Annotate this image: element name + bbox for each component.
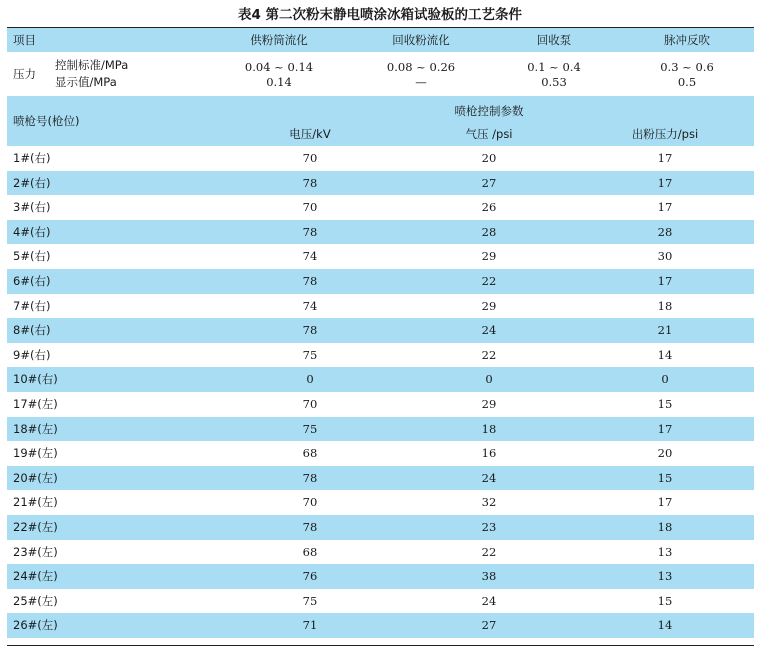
table-row (7, 441, 754, 466)
voltage-cell: 78 (302, 520, 318, 534)
header-col-recovery: 回收粉流化 (392, 33, 450, 47)
gun-header-label: 喷枪号(枪位) (13, 114, 80, 128)
voltage-cell: 75 (302, 421, 318, 436)
air-pressure-cell: 18 (481, 421, 497, 436)
table-row (7, 589, 754, 614)
powder-pressure-cell: 14 (657, 618, 673, 633)
powder-pressure-cell: 0 (661, 372, 669, 387)
header-col-pulse: 脉冲反吹 (664, 33, 710, 47)
gun-cell: 6#(右) (13, 274, 51, 288)
powder-pressure-cell: 17 (657, 151, 673, 165)
voltage-cell: 70 (302, 151, 318, 165)
gun-cell: 26#(左) (13, 618, 58, 633)
air-pressure-cell: 22 (481, 347, 497, 362)
table-row (7, 392, 754, 417)
gun-cell: 17#(左) (13, 397, 58, 411)
table-row (7, 195, 754, 220)
table-row (7, 220, 754, 245)
gun-cell: 20#(左) (13, 470, 58, 485)
powder-pressure-cell: 17 (657, 495, 673, 510)
air-pressure-cell: 38 (481, 569, 497, 584)
gun-cell: 7#(右) (13, 298, 51, 313)
air-pressure-cell: 24 (481, 323, 497, 338)
air-pressure-cell: 29 (481, 298, 497, 313)
table-row (7, 540, 754, 565)
header-row (7, 28, 754, 52)
table-row (7, 146, 754, 171)
gun-cell: 10#(右) (13, 372, 58, 387)
air-pressure-cell: 16 (481, 446, 497, 461)
gun-header-voltage: 电压/kV (289, 127, 331, 141)
air-pressure-cell: 32 (481, 495, 497, 510)
gun-cell: 8#(右) (13, 323, 51, 338)
bottom-rule (7, 645, 754, 646)
voltage-cell: 76 (302, 569, 318, 584)
voltage-cell: 75 (302, 593, 318, 608)
air-pressure-cell: 29 (481, 249, 497, 264)
voltage-cell: 78 (302, 175, 318, 190)
table-title: 表4 第二次粉末静电喷涂冰箱试验板的工艺条件 (237, 7, 523, 23)
header-col-supply: 供粉筒流化 (250, 33, 308, 47)
air-pressure-cell: 24 (481, 470, 497, 485)
gun-cell: 1#(右) (13, 151, 51, 165)
voltage-cell: 78 (302, 274, 318, 288)
gun-header-row (7, 96, 754, 146)
pressure-row (7, 52, 754, 96)
pressure-standard-pulse: 0.3 ~ 0.6 (660, 60, 714, 74)
gun-cell: 9#(右) (13, 347, 51, 362)
gun-cell: 4#(右) (13, 224, 51, 239)
pressure-standard-supply: 0.04 ~ 0.14 (244, 60, 314, 74)
voltage-cell: 78 (302, 323, 318, 338)
pressure-display-pulse: 0.5 (677, 75, 697, 89)
air-pressure-cell: 28 (481, 224, 497, 239)
air-pressure-cell: 22 (481, 274, 497, 288)
air-pressure-cell: 22 (481, 544, 497, 559)
powder-pressure-cell: 21 (657, 323, 673, 338)
voltage-cell: 70 (302, 200, 318, 215)
table-row (7, 466, 754, 491)
table-row (7, 490, 754, 515)
gun-cell: 2#(右) (13, 175, 51, 190)
gun-header-air: 气压 /psi (465, 127, 513, 141)
powder-pressure-cell: 17 (657, 421, 673, 436)
voltage-cell: 68 (302, 446, 318, 461)
powder-pressure-cell: 17 (657, 274, 673, 288)
voltage-cell: 78 (302, 224, 318, 239)
table-row (7, 515, 754, 540)
gun-cell: 21#(左) (13, 495, 58, 510)
powder-pressure-cell: 30 (657, 249, 673, 264)
gun-cell: 25#(左) (13, 593, 58, 608)
pressure-display-label: 显示值/MPa (55, 75, 117, 89)
powder-pressure-cell: 18 (657, 298, 673, 313)
pressure-standard-recovery: 0.08 ~ 0.26 (386, 60, 456, 74)
gun-cell: 22#(左) (13, 520, 58, 534)
pressure-display-pump: 0.53 (541, 75, 567, 89)
table-row (7, 367, 754, 392)
table-row (7, 564, 754, 589)
gun-cell: 5#(右) (13, 249, 51, 264)
gun-cell: 3#(右) (13, 200, 51, 215)
powder-pressure-cell: 13 (657, 569, 673, 584)
air-pressure-cell: 20 (481, 151, 497, 165)
powder-pressure-cell: 15 (657, 470, 673, 485)
table-row (7, 343, 754, 368)
table-row (7, 171, 754, 196)
gun-header-group: 喷枪控制参数 (454, 104, 524, 118)
voltage-cell: 68 (302, 544, 318, 559)
voltage-cell: 71 (302, 618, 318, 633)
pressure-standard-pump: 0.1 ~ 0.4 (527, 60, 581, 74)
voltage-cell: 75 (302, 347, 318, 362)
table-row (7, 269, 754, 294)
powder-pressure-cell: 17 (657, 200, 673, 215)
air-pressure-cell: 29 (481, 397, 497, 411)
pressure-label: 压力 (13, 67, 36, 81)
voltage-cell: 0 (306, 372, 314, 387)
powder-pressure-cell: 14 (657, 347, 673, 362)
air-pressure-cell: 0 (485, 372, 493, 387)
powder-pressure-cell: 18 (657, 520, 673, 534)
table-row (7, 318, 754, 343)
table-row (7, 417, 754, 442)
powder-pressure-cell: 13 (657, 544, 673, 559)
gun-cell: 24#(左) (13, 569, 58, 584)
pressure-display-supply: 0.14 (266, 75, 292, 89)
table-row (7, 294, 754, 319)
air-pressure-cell: 24 (481, 593, 497, 608)
pressure-standard-label: 控制标准/MPa (55, 58, 129, 72)
air-pressure-cell: 27 (481, 175, 497, 190)
voltage-cell: 78 (302, 470, 318, 485)
voltage-cell: 74 (302, 249, 318, 264)
powder-pressure-cell: 17 (657, 175, 673, 190)
pressure-display-recovery: — (415, 75, 427, 89)
voltage-cell: 70 (302, 495, 318, 510)
header-item: 项目 (13, 33, 36, 47)
powder-pressure-cell: 15 (657, 593, 673, 608)
table-row (7, 613, 754, 638)
powder-pressure-cell: 15 (657, 397, 673, 411)
table-row (7, 244, 754, 269)
powder-pressure-cell: 28 (657, 224, 673, 239)
air-pressure-cell: 27 (481, 618, 497, 633)
air-pressure-cell: 26 (481, 200, 497, 215)
gun-cell: 23#(左) (13, 544, 58, 559)
header-col-pump: 回收泵 (536, 33, 572, 47)
voltage-cell: 74 (302, 298, 318, 313)
gun-header-powder: 出粉压力/psi (631, 127, 699, 141)
air-pressure-cell: 23 (481, 520, 497, 534)
gun-cell: 19#(左) (13, 446, 58, 461)
powder-pressure-cell: 20 (657, 446, 673, 461)
gun-cell: 18#(左) (13, 421, 58, 436)
voltage-cell: 70 (302, 397, 318, 411)
